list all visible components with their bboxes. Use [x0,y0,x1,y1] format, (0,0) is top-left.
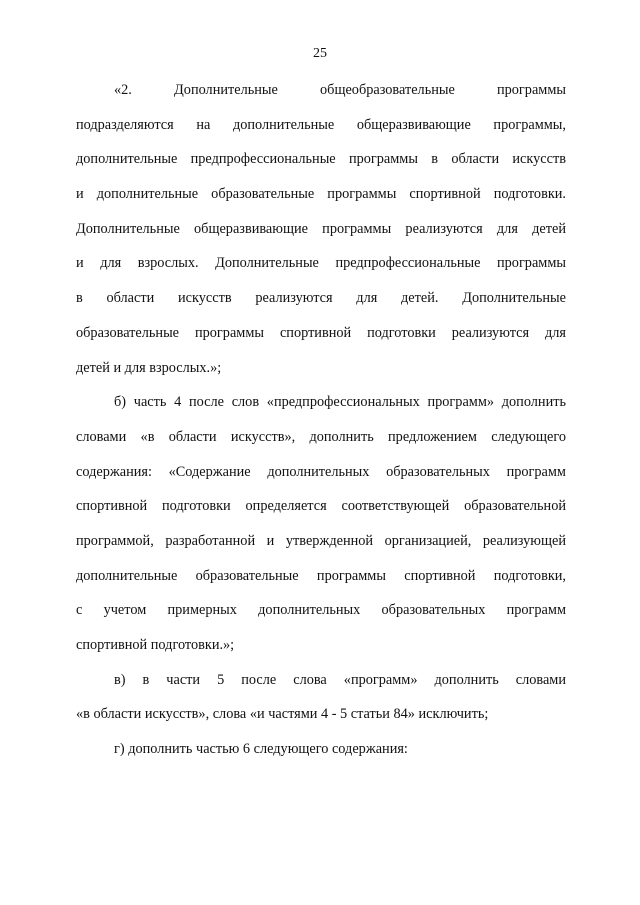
paragraph-item-v [76,670,566,739]
text-line: и для взрослых. Дополнительные предпрофессиональные программы [76,255,566,272]
page-number: 25 [313,46,327,61]
text-line: программой, разработанной и утвержденной организацией, реализующей [76,532,566,549]
text-line: с учетом примерных дополнительных образовательных программ [76,602,566,619]
text-line: б) часть 4 после слов «предпрофессиональных программ» дополнить [114,394,566,411]
text-line: в области искусств реализуются для детей. Дополнительные [76,290,566,307]
text-line: «2. Дополнительные общеобразовательные программы [114,82,566,98]
text-line: спортивной подготовки определяется соответствующей образовательной [76,498,566,515]
text-line: Дополнительные общеразвивающие программы реализуются для детей [76,220,566,237]
text-line: спортивной подготовки.»; [76,637,235,653]
text-line: дополнительные предпрофессиональные программы в области искусств [76,151,566,168]
text-line: и дополнительные образовательные программы спортивной подготовки. [76,186,566,203]
text-line: дополнительные образовательные программы спортивной подготовки, [76,567,566,584]
paragraph-item-g [76,739,566,774]
text-line: г) дополнить частью 6 следующего содержания: [114,741,408,758]
paragraph-item-b [76,392,566,670]
text-line: детей и для взрослых.»; [76,359,222,376]
text-line: образовательные программы спортивной подготовки реализуются для [76,324,566,341]
document-body [76,80,566,774]
text-line: словами «в области искусств», дополнить предложением следующего [76,428,566,445]
text-line: в) в части 5 после слова «программ» дополнить словами [114,671,566,688]
text-line: «в области искусств», слова «и частями 4 - 5 статьи 84» исключить; [76,706,489,723]
text-line: содержания: «Содержание дополнительных образовательных программ [76,463,566,480]
text-line: подразделяются на дополнительные общеразвивающие программы, [76,116,566,133]
paragraph-item-2 [76,80,566,392]
